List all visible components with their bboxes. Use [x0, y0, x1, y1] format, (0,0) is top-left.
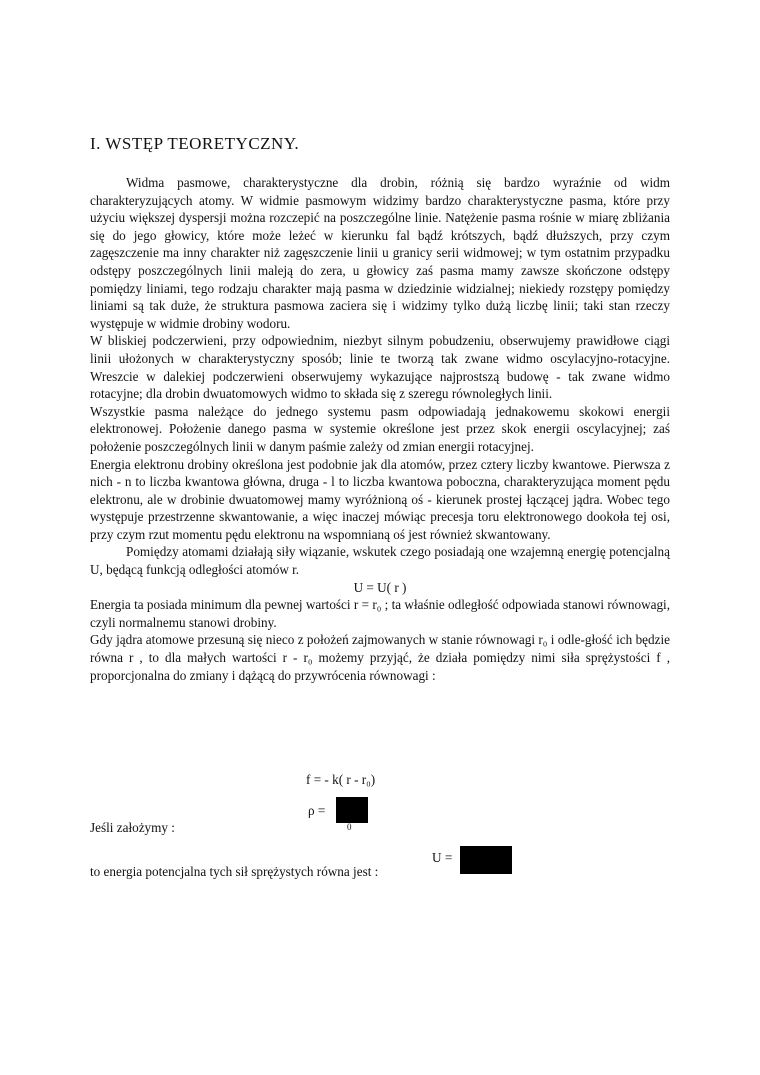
paragraph-7: Gdy jądra atomowe przesuną się nieco z położeń zajmowanych w stanie równowagi r₀ i odle-głość ich będzie równa r , to dla małych wartości r - r₀ możemy przyjąć, że działa pomiędzy nimi siła sprężystości f , proporcjonalna do zmiany i dążącą do przywrócenia równowagi :: [90, 632, 670, 683]
redacted-formula-rho: [336, 797, 368, 823]
paragraph-5: Pomiędzy atomami działają siły wiązanie, wskutek czego posiadają one wzajemną energię potencjalną U, będącą funkcją odległości atomów r.: [90, 544, 670, 578]
paragraph-1: Widma pasmowe, charakterystyczne dla drobin, różnią się bardzo wyraźnie od widm charakteryzujących atomy. W widmie pasmowym widzimy bardzo charakterystyczne pasma, które przy użyciu większej dyspersji można rozczepić na poszczególne linie. Natężenie pasma rośnie w miarę zbliżania się do jego głowicy, które może leżeć w kierunku fal bądź krótszych, bądź dłuższych, przy czym zagęszczenie ma inny charakter niż zagęszczenie linii u granicy serii widmowej; w tym ostatnim przypadku odstępy poszczególnych linii maleją do zera, u głowicy zaś pasma mamy zawsze skończone odstępy pomiędzy liniami, tego rodzaju charakter mają pasma w dziedzinie widzialnej; niekiedy rozstępy pomiędzy liniami są tak duże, że struktura pasmowa zaciera się i widzimy tylko dużą liczbę linii; taki stan rzeczy występuje w widmie drobiny wodoru.: [90, 175, 670, 331]
formula-u-of-r: U = U( r ): [353, 579, 407, 595]
paragraph-2: W bliskiej podczerwieni, przy odpowiednim, niezbyt silnym pobudzeniu, obserwujemy prawidłowe ciągi linii ułożonych w charakterystyczny sposób; linie te tworzą tak zwane widmo oscylacyjno-rotacyjne. Wreszcie w dalekiej podczerwieni obserwujemy wykazujące najprostszą budowę - tak zwane widmo rotacyjne; dla drobin dwuatomowych widmo to składa się z szeregu równoległych linii.: [90, 333, 670, 402]
redacted-formula-u: [460, 846, 512, 874]
assume-label: Jeśli założymy :: [90, 820, 175, 835]
paragraph-4: Energia elektronu drobiny określona jest podobnie jak dla atomów, przez cztery liczby kwantowe. Pierwsza z nich - n to liczba kwantowa główna, druga - l to liczba kwantowa poboczna, charakteryzująca moment pędu elektronu, ale w drobinie dwuatomowej mamy wyróżnioną oś - kierunek prostej łączącej jądra. Wobec tego występuje przestrzenne skwantowanie, a więc inaczej mówiąc precesja toru elektronowego dookoła tej osi, przy czym rzut momentu pędu elektronu na wspomnianą oś jest również skwantowany.: [90, 456, 670, 542]
formula-force: f = - k( r - r₀): [306, 772, 376, 787]
energy-label: to energia potencjalna tych sił sprężystych równa jest :: [90, 864, 379, 879]
rho-subscript: 0: [347, 822, 352, 832]
formula-u-label: U =: [432, 850, 453, 865]
body-text: [90, 174, 670, 684]
formula-rho: ρ =: [308, 803, 326, 818]
paragraph-6: Energia ta posiada minimum dla pewnej wartości r = r₀ ; ta właśnie odległość odpowiada stanowi równowagi, czyli normalnemu stanowi drobiny.: [90, 597, 670, 630]
paragraph-3: Wszystkie pasma należące do jednego systemu pasm odpowiadają jednakowemu skokowi energii elektronowej. Położenie danego pasma w systemie określone jest przez skok energii oscylacyjnej; zaś położenie poszczególnych linii w danym paśmie zależy od zmian energii rotacyjnej.: [90, 403, 670, 454]
section-heading: I. WSTĘP TEORETYCZNY.: [90, 134, 300, 153]
